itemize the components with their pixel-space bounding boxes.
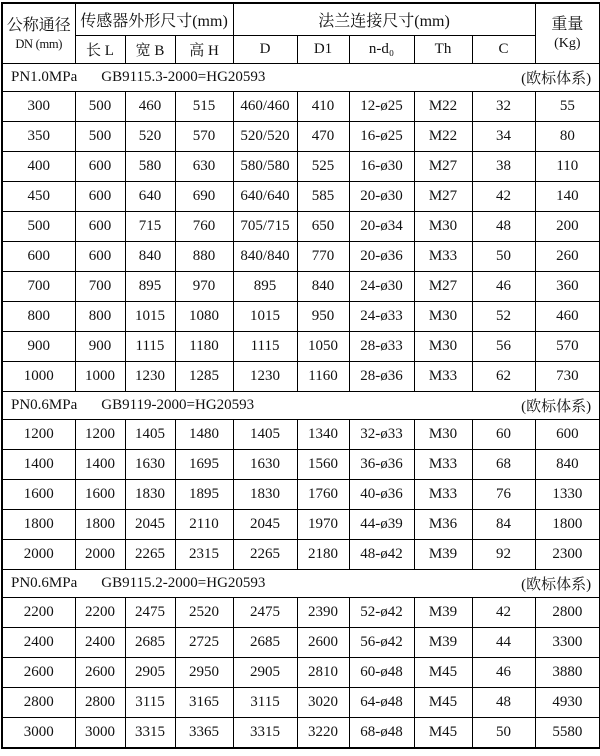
table-cell: 24-ø33: [349, 302, 414, 332]
table-body: [2, 64, 600, 749]
table-cell: M45: [414, 718, 472, 749]
table-cell: 2110: [175, 510, 233, 540]
table-cell: 2725: [175, 628, 233, 658]
section-note: (欧标体系): [521, 577, 592, 593]
table-row: [2, 332, 600, 362]
table-cell: 1285: [175, 362, 233, 392]
table-cell: 1200: [2, 420, 75, 450]
table-cell: 2520: [175, 598, 233, 628]
table-row: [2, 718, 600, 749]
table-cell: 50: [472, 718, 535, 749]
table-cell: 640/640: [233, 182, 297, 212]
table-row: [2, 182, 600, 212]
section-header-cell: [2, 570, 600, 598]
table-cell: 46: [472, 272, 535, 302]
table-row: [2, 540, 600, 570]
table-cell: 715: [125, 212, 175, 242]
table-row: [2, 688, 600, 718]
table-row: [2, 302, 600, 332]
table-cell: 56: [472, 332, 535, 362]
table-cell: 450: [2, 182, 75, 212]
table-cell: 1970: [297, 510, 349, 540]
table-cell: 3020: [297, 688, 349, 718]
table-cell: M33: [414, 480, 472, 510]
column-header-height-h: 高 H: [175, 36, 233, 64]
section-header-cell: [2, 392, 600, 420]
table-cell: 580: [125, 152, 175, 182]
table-cell: 1015: [233, 302, 297, 332]
table-row: [2, 272, 600, 302]
column-header-d: D: [233, 36, 297, 64]
table-cell: 1800: [535, 510, 600, 540]
table-cell: 840: [535, 450, 600, 480]
column-group-flange-dimensions: 法兰连接尺寸(mm): [233, 3, 535, 36]
table-cell: 1830: [233, 480, 297, 510]
table-cell: M33: [414, 242, 472, 272]
table-cell: 460/460: [233, 92, 297, 122]
table-cell: 2600: [297, 628, 349, 658]
table-cell: 3115: [125, 688, 175, 718]
table-cell: 1115: [125, 332, 175, 362]
table-cell: 760: [175, 212, 233, 242]
table-cell: 2400: [75, 628, 125, 658]
table-cell: 3365: [175, 718, 233, 749]
table-cell: 1330: [535, 480, 600, 510]
table-cell: 800: [75, 302, 125, 332]
header-row-groups: [2, 3, 600, 36]
table-cell: 28-ø36: [349, 362, 414, 392]
table-cell: 1160: [297, 362, 349, 392]
table-cell: 1800: [75, 510, 125, 540]
table-cell: 2800: [75, 688, 125, 718]
table-cell: M27: [414, 182, 472, 212]
table-cell: 520/520: [233, 122, 297, 152]
table-cell: 1000: [2, 362, 75, 392]
table-cell: 2400: [2, 628, 75, 658]
section-pressure-rating: PN1.0MPa: [11, 69, 78, 85]
table-cell: 460: [535, 302, 600, 332]
section-standard-code: GB9119-2000=HG20593: [101, 397, 255, 413]
table-cell: 1600: [2, 480, 75, 510]
table-cell: 895: [233, 272, 297, 302]
table-cell: 52: [472, 302, 535, 332]
table-cell: 840: [125, 242, 175, 272]
table-cell: 40-ø36: [349, 480, 414, 510]
table-cell: 64-ø48: [349, 688, 414, 718]
table-cell: M30: [414, 332, 472, 362]
table-cell: 28-ø33: [349, 332, 414, 362]
weight-title: 重量: [551, 16, 584, 33]
table-cell: 300: [2, 92, 75, 122]
table-cell: 700: [75, 272, 125, 302]
table-cell: 1405: [233, 420, 297, 450]
table-cell: 500: [75, 122, 125, 152]
column-header-width-b: 宽 B: [125, 36, 175, 64]
table-row: [2, 420, 600, 450]
table-row: [2, 658, 600, 688]
table-cell: M45: [414, 658, 472, 688]
table-cell: 200: [535, 212, 600, 242]
table-cell: 84: [472, 510, 535, 540]
table-cell: 110: [535, 152, 600, 182]
section-header-row: [2, 64, 600, 92]
section-note: (欧标体系): [521, 71, 592, 87]
table-cell: 570: [535, 332, 600, 362]
table-cell: M30: [414, 302, 472, 332]
table-cell: 68-ø48: [349, 718, 414, 749]
table-cell: 3165: [175, 688, 233, 718]
table-cell: 2950: [175, 658, 233, 688]
table-cell: 36-ø36: [349, 450, 414, 480]
table-cell: M39: [414, 598, 472, 628]
flange-dimension-table: [1, 2, 600, 749]
section-header-row: [2, 570, 600, 598]
table-cell: 76: [472, 480, 535, 510]
table-cell: 1340: [297, 420, 349, 450]
table-cell: 80: [535, 122, 600, 152]
table-cell: M22: [414, 92, 472, 122]
table-cell: 730: [535, 362, 600, 392]
table-cell: 44: [472, 628, 535, 658]
table-cell: 56-ø42: [349, 628, 414, 658]
table-cell: 2180: [297, 540, 349, 570]
table-cell: 770: [297, 242, 349, 272]
table-cell: 48: [472, 688, 535, 718]
column-header-weight: [535, 3, 600, 64]
table-cell: 705/715: [233, 212, 297, 242]
section-standard-code: GB9115.2-2000=HG20593: [101, 575, 266, 591]
table-cell: 2390: [297, 598, 349, 628]
dn-title: 公称通径: [6, 16, 71, 34]
table-cell: 2200: [2, 598, 75, 628]
table-cell: 2300: [535, 540, 600, 570]
table-cell: 260: [535, 242, 600, 272]
table-cell: 400: [2, 152, 75, 182]
table-cell: 500: [2, 212, 75, 242]
table-cell: M39: [414, 628, 472, 658]
table-cell: M30: [414, 212, 472, 242]
table-cell: 600: [2, 242, 75, 272]
table-cell: 2265: [233, 540, 297, 570]
table-cell: 520: [125, 122, 175, 152]
table-cell: 1200: [75, 420, 125, 450]
table-row: [2, 152, 600, 182]
table-cell: 2045: [233, 510, 297, 540]
table-cell: 32-ø33: [349, 420, 414, 450]
table-cell: 3220: [297, 718, 349, 749]
table-cell: 1600: [75, 480, 125, 510]
table-cell: M45: [414, 688, 472, 718]
section-header-content: [3, 573, 599, 594]
table-cell: 2600: [2, 658, 75, 688]
column-header-th: Th: [414, 36, 472, 64]
table-cell: 2800: [2, 688, 75, 718]
table-cell: 1560: [297, 450, 349, 480]
table-cell: 840: [297, 272, 349, 302]
table-cell: 1480: [175, 420, 233, 450]
table-cell: 1080: [175, 302, 233, 332]
table-cell: 24-ø30: [349, 272, 414, 302]
table-cell: 68: [472, 450, 535, 480]
table-cell: 20-ø34: [349, 212, 414, 242]
table-cell: 2685: [233, 628, 297, 658]
table-cell: 50: [472, 242, 535, 272]
table-cell: 1115: [233, 332, 297, 362]
table-cell: 2600: [75, 658, 125, 688]
table-cell: 2685: [125, 628, 175, 658]
table-cell: 3115: [233, 688, 297, 718]
column-header-dn: [2, 3, 75, 64]
table-cell: 900: [75, 332, 125, 362]
table-cell: 62: [472, 362, 535, 392]
table-cell: M33: [414, 362, 472, 392]
table-cell: 44-ø39: [349, 510, 414, 540]
column-header-length-l: 长 L: [75, 36, 125, 64]
table-cell: 900: [2, 332, 75, 362]
table-row: [2, 212, 600, 242]
table-cell: 800: [2, 302, 75, 332]
table-cell: 585: [297, 182, 349, 212]
section-note: (欧标体系): [521, 399, 592, 415]
table-row: [2, 92, 600, 122]
table-cell: 2000: [75, 540, 125, 570]
table-cell: 700: [2, 272, 75, 302]
table-cell: 60: [472, 420, 535, 450]
table-cell: 3300: [535, 628, 600, 658]
table-cell: 140: [535, 182, 600, 212]
table-cell: 950: [297, 302, 349, 332]
table-cell: 895: [125, 272, 175, 302]
table-cell: 1400: [2, 450, 75, 480]
table-cell: 3880: [535, 658, 600, 688]
table-cell: 34: [472, 122, 535, 152]
table-row: [2, 362, 600, 392]
table-cell: 640: [125, 182, 175, 212]
table-cell: 1230: [233, 362, 297, 392]
section-header-content: [3, 67, 599, 88]
table-cell: 360: [535, 272, 600, 302]
table-cell: 4930: [535, 688, 600, 718]
table-cell: 1405: [125, 420, 175, 450]
table-cell: 48-ø42: [349, 540, 414, 570]
table-cell: 92: [472, 540, 535, 570]
table-cell: 350: [2, 122, 75, 152]
table-row: [2, 122, 600, 152]
table-cell: M27: [414, 272, 472, 302]
table-cell: 3315: [125, 718, 175, 749]
table-cell: 3315: [233, 718, 297, 749]
table-cell: 2000: [2, 540, 75, 570]
table-cell: 630: [175, 152, 233, 182]
column-header-d1: D1: [297, 36, 349, 64]
table-cell: M27: [414, 152, 472, 182]
table-row: [2, 480, 600, 510]
table-cell: 20-ø36: [349, 242, 414, 272]
table-cell: 3000: [75, 718, 125, 749]
table-cell: 2800: [535, 598, 600, 628]
table-cell: 570: [175, 122, 233, 152]
column-header-n-d0: n-d₀: [349, 36, 414, 64]
table-cell: 42: [472, 598, 535, 628]
table-cell: 38: [472, 152, 535, 182]
table-cell: 5580: [535, 718, 600, 749]
table-cell: 2265: [125, 540, 175, 570]
table-cell: 1180: [175, 332, 233, 362]
table-row: [2, 598, 600, 628]
table-cell: 1230: [125, 362, 175, 392]
table-cell: M33: [414, 450, 472, 480]
table-cell: 600: [75, 242, 125, 272]
table-cell: 650: [297, 212, 349, 242]
table-cell: 1800: [2, 510, 75, 540]
table-cell: 52-ø42: [349, 598, 414, 628]
table-cell: 1830: [125, 480, 175, 510]
table-cell: 1015: [125, 302, 175, 332]
table-cell: 460: [125, 92, 175, 122]
table-cell: 580/580: [233, 152, 297, 182]
table-cell: 2810: [297, 658, 349, 688]
table-cell: 1630: [125, 450, 175, 480]
table-cell: 2475: [233, 598, 297, 628]
table-cell: 1695: [175, 450, 233, 480]
table-cell: 46: [472, 658, 535, 688]
table-cell: M36: [414, 510, 472, 540]
table-cell: 600: [535, 420, 600, 450]
table-cell: M30: [414, 420, 472, 450]
table-cell: M22: [414, 122, 472, 152]
table-cell: 600: [75, 182, 125, 212]
table-header: [2, 3, 600, 64]
table-cell: 525: [297, 152, 349, 182]
table-row: [2, 242, 600, 272]
weight-unit: (Kg): [554, 36, 581, 51]
table-cell: 840/840: [233, 242, 297, 272]
section-pressure-rating: PN0.6MPa: [11, 575, 78, 591]
table-cell: 48: [472, 212, 535, 242]
table-cell: 12-ø25: [349, 92, 414, 122]
table-cell: 42: [472, 182, 535, 212]
table-cell: 2315: [175, 540, 233, 570]
table-cell: 55: [535, 92, 600, 122]
table-cell: 1000: [75, 362, 125, 392]
table-cell: 1050: [297, 332, 349, 362]
section-header-cell: [2, 64, 600, 92]
section-header-row: [2, 392, 600, 420]
table-cell: 60-ø48: [349, 658, 414, 688]
table-cell: 2200: [75, 598, 125, 628]
table-cell: 20-ø30: [349, 182, 414, 212]
column-header-c: C: [472, 36, 535, 64]
table-cell: 690: [175, 182, 233, 212]
table-cell: 2045: [125, 510, 175, 540]
table-cell: 16-ø30: [349, 152, 414, 182]
table-cell: 1760: [297, 480, 349, 510]
table-row: [2, 628, 600, 658]
table-cell: 32: [472, 92, 535, 122]
table-cell: 880: [175, 242, 233, 272]
table-cell: 1895: [175, 480, 233, 510]
table-row: [2, 510, 600, 540]
table-cell: 2905: [125, 658, 175, 688]
table-cell: 1400: [75, 450, 125, 480]
section-pressure-rating: PN0.6MPa: [11, 397, 78, 413]
table-cell: 600: [75, 212, 125, 242]
table-cell: M39: [414, 540, 472, 570]
table-row: [2, 450, 600, 480]
table-cell: 600: [75, 152, 125, 182]
table-cell: 410: [297, 92, 349, 122]
table-cell: 2905: [233, 658, 297, 688]
table-cell: 470: [297, 122, 349, 152]
column-group-sensor-dimensions: 传感器外形尺寸(mm): [75, 3, 233, 36]
header-row-subcolumns: [2, 36, 600, 64]
table-cell: 500: [75, 92, 125, 122]
section-standard-code: GB9115.3-2000=HG20593: [101, 69, 266, 85]
table-cell: 2475: [125, 598, 175, 628]
table-cell: 515: [175, 92, 233, 122]
table-cell: 16-ø25: [349, 122, 414, 152]
dn-unit: DN (mm): [15, 36, 63, 51]
table-cell: 1630: [233, 450, 297, 480]
section-header-content: [3, 395, 599, 416]
table-cell: 3000: [2, 718, 75, 749]
table-cell: 970: [175, 272, 233, 302]
